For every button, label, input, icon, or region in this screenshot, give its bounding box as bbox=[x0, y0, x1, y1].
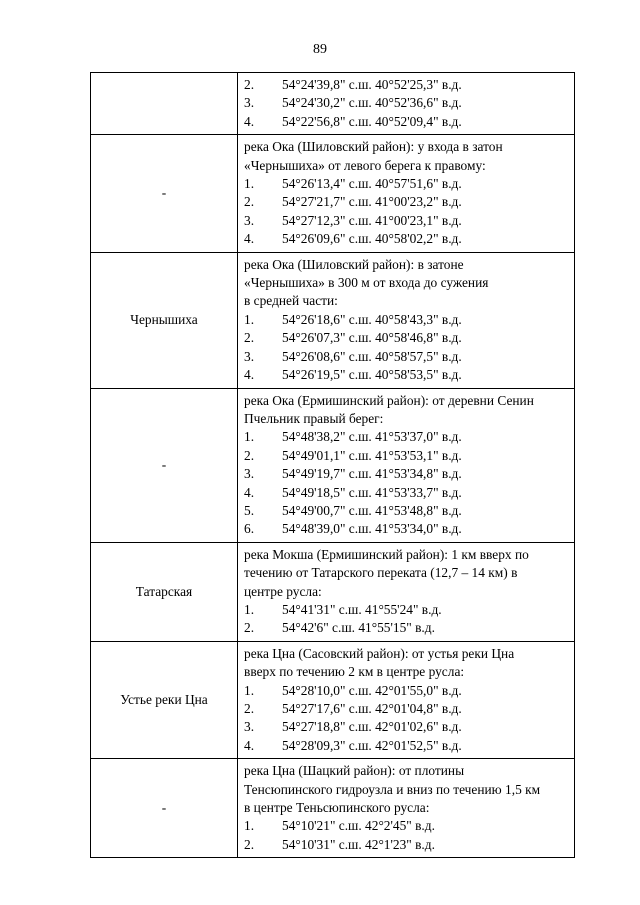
point-number: 1. bbox=[244, 682, 255, 698]
location-description-cell bbox=[238, 542, 575, 641]
location-description-cell bbox=[238, 388, 575, 542]
coordinate-point bbox=[244, 113, 568, 131]
point-number: 1. bbox=[244, 176, 255, 192]
point-number: 2. bbox=[244, 701, 255, 716]
coordinate-point bbox=[244, 700, 568, 718]
point-number: 1. bbox=[244, 601, 255, 617]
point-number: 3. bbox=[244, 719, 255, 735]
point-number: 4. bbox=[244, 367, 255, 383]
table-row bbox=[91, 73, 575, 135]
point-number: 4. bbox=[244, 113, 255, 129]
point-number: 4. bbox=[244, 484, 255, 500]
location-description-line: «Чернышиха» в 300 м от входа до сужения bbox=[244, 275, 489, 291]
coordinate-point bbox=[244, 817, 568, 835]
coordinate-point bbox=[244, 94, 568, 112]
coordinate-point bbox=[244, 502, 568, 520]
coordinate-point bbox=[244, 311, 568, 329]
coordinate-point bbox=[244, 348, 568, 366]
coordinates-table bbox=[90, 72, 575, 858]
location-description-line: вверх по течению 2 км в центре русла: bbox=[244, 664, 465, 680]
point-number: 4. bbox=[244, 737, 255, 753]
location-description-line: река Ока (Шиловский район): у входа в затон bbox=[244, 139, 503, 155]
coordinate-point bbox=[244, 484, 568, 502]
point-number: 3. bbox=[244, 466, 255, 482]
site-name-cell: Чернышиха bbox=[91, 252, 238, 388]
point-coordinates: 54°41'31" с.ш. 41°55'24" в.д. bbox=[282, 601, 442, 617]
point-coordinates: 54°27'17,6" с.ш. 42°01'04,8" в.д. bbox=[282, 701, 462, 716]
table-row bbox=[91, 135, 575, 252]
site-name-cell: - bbox=[91, 759, 238, 858]
location-description-line: течению от Татарского переката (12,7 – 14 км) в bbox=[244, 565, 518, 581]
location-description-line: река Мокша (Ермишинский район): 1 км вверх по bbox=[244, 546, 529, 562]
location-description-line: «Чернышиха» от левого берега к правому: bbox=[244, 157, 486, 173]
location-description-line: в средней части: bbox=[244, 293, 338, 309]
point-coordinates: 54°26'19,5" с.ш. 40°58'53,5" в.д. bbox=[282, 367, 462, 383]
point-coordinates: 54°26'18,6" с.ш. 40°58'43,3" в.д. bbox=[282, 311, 462, 327]
point-coordinates: 54°28'09,3" с.ш. 42°01'52,5" в.д. bbox=[282, 737, 462, 753]
point-coordinates: 54°24'39,8" с.ш. 40°52'25,3" в.д. bbox=[282, 77, 462, 92]
coordinate-point bbox=[244, 447, 568, 465]
point-coordinates: 54°48'38,2" с.ш. 41°53'37,0" в.д. bbox=[282, 429, 462, 445]
location-description-cell bbox=[238, 73, 575, 135]
location-description-line: река Цна (Сасовский район): от устья реки Цна bbox=[244, 645, 515, 661]
coordinate-point bbox=[244, 193, 568, 211]
point-number: 5. bbox=[244, 502, 255, 518]
point-number: 3. bbox=[244, 348, 255, 364]
location-description-line: Пчельник правый берег: bbox=[244, 410, 384, 426]
location-description-line: центре русла: bbox=[244, 583, 322, 599]
point-number: 4. bbox=[244, 231, 255, 247]
table-row bbox=[91, 759, 575, 858]
coordinate-point bbox=[244, 465, 568, 483]
coordinate-point bbox=[244, 76, 568, 94]
point-coordinates: 54°26'09,6" с.ш. 40°58'02,2" в.д. bbox=[282, 231, 462, 247]
page-number: 89 bbox=[313, 42, 327, 57]
point-coordinates: 54°42'6" с.ш. 41°55'15" в.д. bbox=[282, 620, 435, 636]
location-description-line: река Ока (Ермишинский район): от деревни Сенин bbox=[244, 392, 534, 408]
coordinate-point bbox=[244, 619, 568, 637]
point-coordinates: 54°49'19,7" с.ш. 41°53'34,8" в.д. bbox=[282, 466, 462, 482]
point-number: 1. bbox=[244, 311, 255, 327]
location-description-line: в центре Теньсюпинского русла: bbox=[244, 800, 430, 816]
point-coordinates: 54°22'56,8" с.ш. 40°52'09,4" в.д. bbox=[282, 113, 462, 129]
coordinate-point bbox=[244, 520, 568, 538]
point-coordinates: 54°26'08,6" с.ш. 40°58'57,5" в.д. bbox=[282, 348, 462, 364]
site-name-cell bbox=[91, 73, 238, 135]
point-number: 1. bbox=[244, 429, 255, 445]
coordinate-point bbox=[244, 836, 568, 854]
coordinate-point bbox=[244, 737, 568, 755]
location-description-cell bbox=[238, 641, 575, 758]
point-coordinates: 54°24'30,2" с.ш. 40°52'36,6" в.д. bbox=[282, 95, 462, 111]
point-coordinates: 54°26'13,4" с.ш. 40°57'51,6" в.д. bbox=[282, 176, 462, 192]
coordinate-point bbox=[244, 230, 568, 248]
point-number: 3. bbox=[244, 95, 255, 111]
point-number: 6. bbox=[244, 521, 255, 537]
table-row bbox=[91, 388, 575, 542]
site-name-cell: - bbox=[91, 388, 238, 542]
coordinate-point bbox=[244, 212, 568, 230]
point-coordinates: 54°49'18,5" с.ш. 41°53'33,7" в.д. bbox=[282, 484, 462, 500]
coordinate-point bbox=[244, 366, 568, 384]
point-coordinates: 54°10'31" с.ш. 42°1'23" в.д. bbox=[282, 836, 435, 852]
location-description-cell bbox=[238, 252, 575, 388]
point-number: 2. bbox=[244, 620, 255, 636]
point-number: 2. bbox=[244, 330, 255, 346]
location-description-line: Тенсюпинского гидроузла и вниз по течению 1,5 км bbox=[244, 781, 541, 797]
point-coordinates: 54°10'21" с.ш. 42°2'45" в.д. bbox=[282, 818, 435, 834]
coordinate-point bbox=[244, 329, 568, 347]
point-coordinates: 54°28'10,0" с.ш. 42°01'55,0" в.д. bbox=[282, 682, 462, 698]
point-coordinates: 54°27'18,8" с.ш. 42°01'02,6" в.д. bbox=[282, 719, 462, 735]
location-description-line: река Ока (Шиловский район): в затоне bbox=[244, 256, 464, 272]
point-number: 2. bbox=[244, 447, 255, 463]
coordinate-point bbox=[244, 601, 568, 619]
site-name-cell: - bbox=[91, 135, 238, 252]
location-description-cell bbox=[238, 135, 575, 252]
point-number: 3. bbox=[244, 212, 255, 228]
point-coordinates: 54°27'21,7" с.ш. 41°00'23,2" в.д. bbox=[282, 194, 462, 210]
point-coordinates: 54°49'01,1" с.ш. 41°53'53,1" в.д. bbox=[282, 447, 462, 463]
table-body bbox=[91, 73, 575, 858]
point-number: 2. bbox=[244, 77, 255, 92]
location-description-cell bbox=[238, 759, 575, 858]
table-row bbox=[91, 641, 575, 758]
point-coordinates: 54°49'00,7" с.ш. 41°53'48,8" в.д. bbox=[282, 502, 462, 518]
location-description-line: река Цна (Шацкий район): от плотины bbox=[244, 763, 465, 779]
point-number: 2. bbox=[244, 836, 255, 852]
point-coordinates: 54°27'12,3" с.ш. 41°00'23,1" в.д. bbox=[282, 212, 462, 228]
point-coordinates: 54°48'39,0" с.ш. 41°53'34,0" в.д. bbox=[282, 521, 462, 537]
point-number: 2. bbox=[244, 194, 255, 210]
point-coordinates: 54°26'07,3" с.ш. 40°58'46,8" в.д. bbox=[282, 330, 462, 346]
coordinate-point bbox=[244, 428, 568, 446]
site-name-cell: Устье реки Цна bbox=[91, 641, 238, 758]
coordinate-point bbox=[244, 682, 568, 700]
coordinate-point bbox=[244, 718, 568, 736]
coordinate-point bbox=[244, 175, 568, 193]
point-number: 1. bbox=[244, 818, 255, 834]
table-row bbox=[91, 542, 575, 641]
site-name-cell: Татарская bbox=[91, 542, 238, 641]
table-row bbox=[91, 252, 575, 388]
